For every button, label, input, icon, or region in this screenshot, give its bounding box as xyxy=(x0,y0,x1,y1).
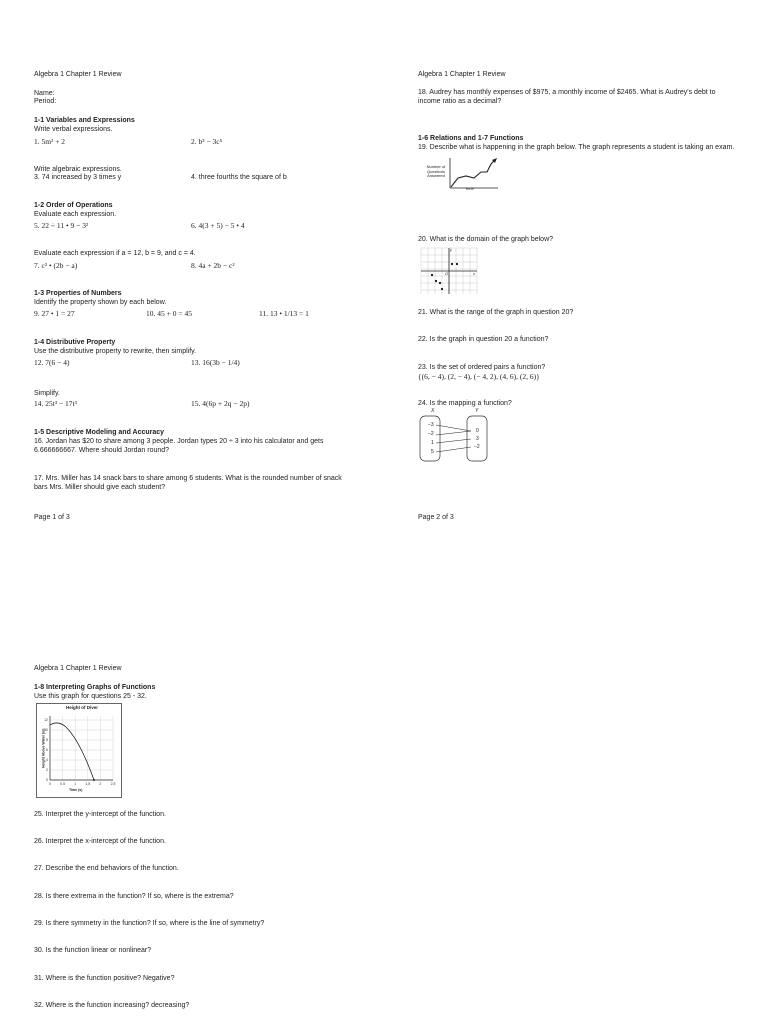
graph-19-xlabel: Time xyxy=(465,186,474,191)
x-tick: 0 xyxy=(49,782,51,786)
question-7: 7. c² • (2b − a) xyxy=(34,261,78,270)
period-label: Period: xyxy=(34,98,57,105)
question-14: 14. 25t³ − 17t³ xyxy=(34,399,77,408)
mapping-x-value: −3 xyxy=(428,422,434,428)
question-4: 4. three fourths the square of b xyxy=(191,174,287,181)
y-tick: 10 xyxy=(44,728,48,732)
question-27: 27. Describe the end behaviors of the function. xyxy=(34,865,179,872)
section-title: 1-1 Variables and Expressions xyxy=(34,117,135,124)
graph-20-x-label: x xyxy=(473,271,475,276)
question-11: 11. 13 • 1/13 = 1 xyxy=(259,309,309,318)
section-title: 1-4 Distributive Property xyxy=(34,339,116,346)
question-19: 19. Describe what is happening in the graph below. The graph represents a student is taking an exam. xyxy=(418,144,735,151)
section-title: 1-5 Descriptive Modeling and Accuracy xyxy=(34,429,165,436)
instruction: Evaluate each expression. xyxy=(34,211,117,218)
diver-chart-xlabel: Time (s) xyxy=(69,788,83,792)
question-32: 32. Where is the function increasing? decreasing? xyxy=(34,1002,190,1009)
question-18: 18. Audrey has monthly expenses of $975, a monthly income of $2465. What is Audrey's debt to income ratio as a decimal? xyxy=(418,89,716,106)
page-header: Algebra 1 Chapter 1 Review xyxy=(34,665,122,672)
graph-20-y-label: y xyxy=(450,247,452,252)
x-tick: 1 xyxy=(74,782,77,786)
question-21: 21. What is the range of the graph in question 20? xyxy=(418,309,574,316)
graph-20-plot xyxy=(420,247,478,295)
question-23-set: {(6, − 4), (2, − 4), (− 4, 2), (4, 6), (2, 6)} xyxy=(418,372,540,381)
diver-chart xyxy=(36,703,120,796)
mapping-x-value: 1 xyxy=(431,440,434,446)
question-31: 31. Where is the function positive? Negative? xyxy=(34,975,175,982)
mapping-y-value: 0 xyxy=(476,428,479,434)
x-tick: 2.5 xyxy=(110,782,116,786)
question-23: 23. Is the set of ordered pairs a function? xyxy=(418,364,546,371)
question-24: 24. Is the mapping a function? xyxy=(418,400,512,407)
graph-19-plot xyxy=(448,156,500,190)
question-15: 15. 4(6p + 2q − 2p) xyxy=(191,399,250,408)
question-2: 2. b³ − 3c⁵ xyxy=(191,137,223,146)
question-3: 3. 74 increased by 3 times y xyxy=(34,174,122,181)
question-22: 22. Is the graph in question 20 a function? xyxy=(418,336,549,343)
question-29: 29. Is there symmetry in the function? If so, where is the line of symmetry? xyxy=(34,920,265,927)
page-header: Algebra 1 Chapter 1 Review xyxy=(34,71,122,78)
instruction: Identify the property shown by each below. xyxy=(34,299,167,306)
section-title: 1-6 Relations and 1-7 Functions xyxy=(418,135,524,142)
instruction: Use this graph for questions 25 - 32. xyxy=(34,693,147,700)
y-tick: 2 xyxy=(46,768,48,772)
question-20: 20. What is the domain of the graph below? xyxy=(418,236,554,243)
question-1: 1. 5m² + 2 xyxy=(34,137,66,146)
question-8: 8. 4a + 2b − c² xyxy=(191,261,235,270)
question-26: 26. Interpret the x-intercept of the function. xyxy=(34,838,166,845)
question-28: 28. Is there extrema in the function? If so, where is the extrema? xyxy=(34,893,234,900)
x-tick: 1.5 xyxy=(85,782,91,786)
section-title: 1-8 Interpreting Graphs of Functions xyxy=(34,684,156,691)
y-tick: 4 xyxy=(46,758,48,762)
y-tick: 6 xyxy=(46,748,48,752)
mapping-y-value: 3 xyxy=(476,436,479,442)
section-title: 1-2 Order of Operations xyxy=(34,202,113,209)
section-title: 1-3 Properties of Numbers xyxy=(34,290,122,297)
diver-chart-ylabel: Height Above Water (m) xyxy=(41,728,46,768)
mapping-x-value: 5 xyxy=(431,449,434,455)
question-13: 13. 16(3b − 1/4) xyxy=(191,358,240,367)
y-tick: 12 xyxy=(44,718,48,722)
question-9: 9. 27 • 1 = 27 xyxy=(34,309,75,318)
page-footer: Page 2 of 3 xyxy=(418,514,454,521)
question-6: 6. 4(3 + 5) − 5 • 4 xyxy=(191,221,245,230)
question-17: 17. Mrs. Miller has 14 snack bars to share among 6 students. What is the rounded number of snack bars Mrs. Miller should give each student? xyxy=(34,475,342,492)
mapping-y-value: −2 xyxy=(474,444,480,450)
mapping-x-header: X xyxy=(431,408,435,414)
instruction: Evaluate each expression if a = 12, b = 9, and c = 4. xyxy=(34,250,196,257)
question-10: 10. 45 + 0 = 45 xyxy=(146,309,192,318)
mapping-y-header: Y xyxy=(475,408,479,414)
y-tick: 0 xyxy=(46,778,48,782)
question-30: 30. Is the function linear or nonlinear? xyxy=(34,947,152,954)
diver-chart-title: Height of Diver xyxy=(66,705,99,710)
question-25: 25. Interpret the y-intercept of the function. xyxy=(34,811,166,818)
name-label: Name: xyxy=(34,90,55,97)
question-12: 12. 7(6 − 4) xyxy=(34,358,70,367)
x-tick: 2 xyxy=(99,782,102,786)
instruction: Use the distributive property to rewrite, then simplify. xyxy=(34,348,197,355)
page-header: Algebra 1 Chapter 1 Review xyxy=(418,71,506,78)
x-tick: 0.5 xyxy=(60,782,66,786)
instruction: Write verbal expressions. xyxy=(34,126,113,133)
question-16: 16. Jordan has $20 to share among 3 people. Jordan types 20 ÷ 3 into his calculator and gets 6.666666667. Where should Jordan round? xyxy=(34,438,324,455)
graph-20-origin: O xyxy=(445,271,449,276)
question-5: 5. 22 ÷ 11 • 9 − 3² xyxy=(34,221,89,230)
instruction: Write algebraic expressions. xyxy=(34,166,122,173)
mapping-x-value: −2 xyxy=(428,431,434,437)
graph-19-ylabel: Number of Questions Answered xyxy=(426,164,446,179)
page-footer: Page 1 of 3 xyxy=(34,514,70,521)
y-tick: 8 xyxy=(46,738,48,742)
instruction: Simplify. xyxy=(34,390,60,397)
